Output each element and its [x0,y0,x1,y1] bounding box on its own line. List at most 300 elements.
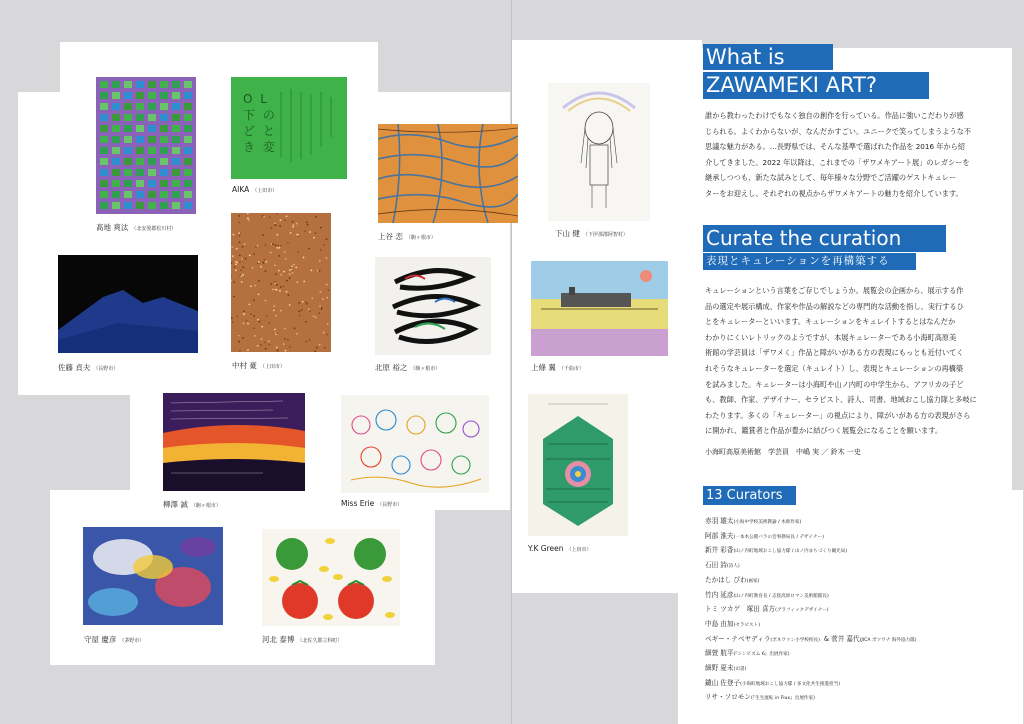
artist-name: 髙地 爽汰 [96,223,129,232]
texture-speck [326,238,328,240]
grid-cell [136,191,144,198]
artwork-hexagon-figure [528,394,628,536]
texture-speck [279,290,281,292]
grid-cell [136,202,144,209]
section2-title: Curate the curation [703,225,946,252]
grid-cell [160,147,168,154]
artwork-grid-pattern [96,77,196,214]
texture-speck [239,350,241,352]
texture-speck [239,274,241,276]
texture-speck [264,341,266,343]
texture-speck [309,339,311,341]
grid-cell [160,81,168,88]
texture-speck [252,267,254,269]
grid-cell [172,136,180,143]
texture-speck [283,271,285,273]
texture-speck [254,335,256,337]
tomatoes-image [262,529,400,626]
artist-location: （北佐久郡立科町） [297,638,343,644]
texture-speck [283,285,285,287]
curator-item: トミ ツカゲ 塚田 喜方(グラフィックデザイナー) [705,605,829,614]
texture-speck [277,350,279,352]
artist-name: 佐藤 貞夫 [58,363,91,372]
texture-speck [274,224,276,226]
artist-name: 河北 泰博 [262,635,295,644]
grid-cell [184,158,192,165]
grid-cell [100,191,108,198]
texture-speck [287,294,289,296]
texture-speck [290,232,292,234]
curator-item: ベギー・テベヤディラ(ボネワァン小学校校長) & 菅井 嘉代(JICA ボツワナ 海外協力隊) [705,634,917,643]
artwork-train-landscape [531,261,668,356]
artist-name: 中村 豪 [232,361,257,370]
texture-speck [263,262,265,264]
grid-cell [100,147,108,154]
artist-name: 上條 翼 [531,363,556,372]
texture-speck [247,217,249,219]
grid-cell [184,114,192,121]
body-line: 介してきました。2022 年以降は、これまでの「ザワメキアート展」のレガシーを [705,157,970,167]
texture-speck [241,258,243,260]
artist-name: Y.K Green [528,544,564,553]
texture-speck [322,298,324,300]
texture-speck [307,224,309,226]
grid-cell [112,158,120,165]
body-line: じられる。よくわからないが、なんだかすごい。ユニークで笑ってしまうような不 [705,126,971,136]
texture-speck [285,350,287,352]
body-line: も、教師、作家、デザイナー、セラピスト、詩人、司書、地域おこし協力隊と多岐に [705,395,977,405]
texture-speck [290,267,292,269]
texture-speck [305,321,307,323]
grid-cell [148,202,156,209]
grid-cell [136,136,144,143]
caption-artwork-13 [262,634,342,645]
grid-cell [160,180,168,187]
texture-speck [234,266,236,268]
curator-item: リサ・ソロモン(『生生流転 in Flux』出展作家) [705,693,815,702]
texture-speck [253,315,255,317]
texture-speck [244,243,246,245]
texture-speck [284,219,286,221]
artist-location: （茅野市） [119,638,145,644]
texture-speck [238,335,240,337]
texture-speck [233,281,235,283]
body-line: ターをお迎えし、それぞれの視点からザワメキアートの魅力を紹介しています。 [705,188,963,198]
texture-speck [289,277,291,279]
texture-speck [299,315,301,317]
texture-speck [284,251,286,253]
green-paper-scribbles [231,77,347,179]
texture-speck [274,281,276,283]
texture-speck [304,230,306,232]
texture-speck [319,306,321,308]
grid-cell [172,125,180,132]
grid-cell [184,81,192,88]
texture-speck [278,255,280,257]
grid-cell [112,202,120,209]
grid-cell [136,103,144,110]
texture-speck [263,216,265,218]
grid-cell [184,191,192,198]
grid-cell [100,136,108,143]
caption-artwork-4 [555,228,628,239]
texture-speck [324,347,326,349]
texture-speck [308,308,310,310]
grid-cell [172,114,180,121]
texture-speck [236,315,238,317]
body-line: を試みました。キュレーターは小海町や山ノ内町の中学生から、アフリカの子ど [705,379,964,389]
section1-title-line2: ZAWAMEKI ART? [703,72,929,99]
texture-speck [265,270,267,272]
grid-cell [184,103,192,110]
texture-speck [313,315,315,317]
right-panel-extra [512,40,702,60]
grid-cell [112,136,120,143]
artist-name: 柳澤 誠 [163,500,188,509]
texture-speck [318,312,320,314]
texture-speck [243,311,245,313]
grid-cell [148,191,156,198]
curator-item: 細野 夏未(司書) [705,664,747,673]
texture-speck [265,244,267,246]
caption-artwork-2 [232,185,277,194]
texture-speck [313,237,315,239]
artist-location: （上田市） [259,364,285,370]
artist-location: （上田市） [252,188,278,194]
artwork-orange-lines [378,124,518,223]
texture-speck [277,245,279,247]
texture-speck [321,308,323,310]
grid-cell [148,158,156,165]
body-line: とをキュレーターといいます。キュレーションをキュレイトするとはなんだか [705,317,956,327]
grid-cell [100,114,108,121]
texture-speck [258,280,260,282]
texture-speck [235,261,237,263]
grid-cell [124,180,132,187]
artwork-tomatoes [262,529,400,626]
texture-speck [293,264,295,266]
grid-cell [148,136,156,143]
grid-cell [100,202,108,209]
artwork-green-paper [231,77,347,179]
grid-cell [184,169,192,176]
texture-speck [265,300,267,302]
texture-speck [306,221,308,223]
caption-artwork-11 [528,544,591,553]
grid-cell [100,125,108,132]
texture-speck [269,217,271,219]
texture-speck [294,327,296,329]
curator-item: たかはし びわ(画家) [705,575,760,584]
texture-speck [279,225,281,227]
artist-location: （駒ヶ根市） [410,366,441,372]
texture-speck [292,272,294,274]
grid-cell [112,169,120,176]
artist-location: （駒ヶ根市） [405,235,436,241]
texture-speck [297,251,299,253]
texture-speck [272,289,274,291]
texture-speck [266,315,268,317]
texture-speck [293,224,295,226]
texture-speck [236,248,238,250]
texture-speck [298,236,300,238]
texture-speck [231,246,233,248]
artwork-sunset-text [163,393,305,491]
grid-cell [172,169,180,176]
grid-cell [112,125,120,132]
artist-name: 守屋 慶彦 [84,635,117,644]
grid-cell [172,92,180,99]
caption-artwork-8 [531,362,584,373]
texture-speck [233,296,235,298]
texture-speck [308,248,310,250]
texture-speck [247,323,249,325]
texture-speck [283,343,285,345]
artwork-girl-drawing [548,83,650,221]
texture-speck [250,313,252,315]
texture-speck [275,244,277,246]
texture-speck [264,259,266,261]
texture-speck [276,347,278,349]
grid-cell [184,202,192,209]
body-line: キュレーションという言葉をご存じでしょうか。展覧会の企画から、展示する作 [705,286,964,295]
body-line: 継承しつつも、新たな試みとして、毎年様々な分野でご活躍のゲストキュレー [705,173,957,183]
artist-name: AIKA [232,185,250,194]
artist-location: （北安曇郡松川村） [131,226,177,232]
artwork-brown-texture [231,213,331,352]
texture-speck [314,232,316,234]
grid-cell [124,191,132,198]
texture-speck [277,247,279,249]
orange-lines-image [378,124,518,223]
texture-speck [323,332,325,334]
texture-speck [240,269,242,271]
texture-speck [232,255,234,257]
texture-speck [247,349,249,351]
texture-speck [317,270,319,272]
texture-speck [296,281,298,283]
texture-speck [292,221,294,223]
texture-speck [246,320,248,322]
texture-speck [239,241,241,243]
texture-speck [306,341,308,343]
page-spine [511,0,512,724]
grid-cell [184,92,192,99]
curator-item: 鑓山 佐登子(小海町地域おこし協力隊 / 多文化共生推進担当) [705,678,841,687]
texture-speck [326,334,328,336]
body-line: わたります。多くの「キュレーター」の視点により、障がいがある方の表現がさら [705,410,971,420]
hexagon-figure-image [528,394,628,536]
grid-cell [112,147,120,154]
section2-body [705,283,1005,439]
texture-speck [312,298,314,300]
grid-cell [148,180,156,187]
grid-cell [124,169,132,176]
brown-texture-image [231,213,331,352]
section3-title: 13 Curators [703,486,796,505]
texture-speck [275,315,277,317]
texture-speck [301,309,303,311]
texture-speck [320,227,322,229]
texture-speck [289,273,291,275]
texture-speck [273,310,275,312]
section2-subtitle: 表現とキュレーションを再構築する [703,253,916,270]
grid-cell [112,103,120,110]
texture-speck [259,321,261,323]
texture-speck [244,313,246,315]
curator-item: 阿部 淮夫(一本木公園バラの会事務局長 / デザイナー) [705,531,824,540]
grid-cell [112,180,120,187]
texture-speck [287,339,289,341]
texture-speck [238,215,240,217]
texture-speck [248,219,250,221]
texture-speck [315,317,317,319]
grid-cell [124,136,132,143]
texture-speck [268,340,270,342]
texture-speck [280,245,282,247]
texture-speck [295,267,297,269]
grid-cell [160,114,168,121]
texture-speck [279,247,281,249]
caption-artwork-5 [58,362,118,373]
texture-speck [241,281,243,283]
texture-speck [320,291,322,293]
artist-location: （千曲市） [558,366,584,372]
texture-speck [262,234,264,236]
grid-cell [112,191,120,198]
texture-speck [306,303,308,305]
texture-speck [261,338,263,340]
texture-speck [289,304,291,306]
grid-cell [100,103,108,110]
grid-cell [184,180,192,187]
grid-cell [124,125,132,132]
texture-speck [257,319,259,321]
texture-speck [274,329,276,331]
texture-speck [239,235,241,237]
texture-speck [265,261,267,263]
texture-speck [270,252,272,254]
texture-speck [261,326,263,328]
texture-speck [258,261,260,263]
artist-location: （長野市） [377,502,403,508]
grid-cell [124,202,132,209]
caption-artwork-1 [96,222,176,233]
texture-speck [253,253,255,255]
texture-speck [273,305,275,307]
grid-cell [160,103,168,110]
texture-speck [274,289,276,291]
texture-speck [319,270,321,272]
green-paper-handwriting: O L 下 の ど と き 変 [243,92,277,154]
texture-speck [276,284,278,286]
grid-cell [148,103,156,110]
grid-cell [112,92,120,99]
grid-cell [148,92,156,99]
section1-title-line1: What is [703,44,833,70]
texture-speck [286,215,288,217]
texture-speck [276,234,278,236]
texture-speck [309,231,311,233]
curator-item: 赤羽 雄太(小海中学校美術教諭 / 木彫作家) [705,517,802,525]
texture-speck [284,338,286,340]
grid-cell [100,180,108,187]
grid-cell [124,103,132,110]
texture-speck [275,273,277,275]
texture-speck [239,261,241,263]
texture-speck [319,260,321,262]
body-line: 品の選定や展示構成、作家や作品の解説などの専門的な活動を指し、実行するひ [705,301,964,311]
texture-speck [242,337,244,339]
texture-speck [260,344,262,346]
curator-item: 竹内 延彦(山ノ内町教育長 / 志賀高原ロマン美術館館長) [705,590,829,599]
girl-drawing-image [548,83,650,221]
texture-speck [280,274,282,276]
grid-cell [100,169,108,176]
texture-speck [296,234,298,236]
texture-speck [320,249,322,251]
texture-speck [286,280,288,282]
grid-cell [160,136,168,143]
texture-speck [280,219,282,221]
caption-artwork-6 [232,360,285,371]
texture-speck [298,302,300,304]
texture-speck [265,348,267,350]
texture-speck [242,274,244,276]
texture-speck [262,215,264,217]
texture-speck [258,294,260,296]
texture-speck [327,323,329,325]
artwork-black-loops [375,257,491,355]
grid-cell [160,169,168,176]
texture-speck [249,254,251,256]
body-line: れそうなキュレーターを選定（キュレイト）し、表現とキュレーションの再構築 [705,363,964,373]
texture-speck [233,234,235,236]
texture-speck [260,266,262,268]
texture-speck [280,286,282,288]
artist-location: （駒ヶ根市） [190,503,221,509]
grid-cell [136,147,144,154]
curator-item: 中島 由加(セラピスト) [705,619,761,628]
texture-speck [284,328,286,330]
texture-speck [242,246,244,248]
texture-speck [253,328,255,330]
caption-artwork-10 [341,499,402,508]
texture-speck [289,269,291,271]
texture-speck [250,285,252,287]
texture-speck [296,333,298,335]
grid-cell [172,81,180,88]
artist-location: （下伊那郡阿智村） [582,232,628,238]
grid-cell [172,202,180,209]
grid-cell [148,81,156,88]
grid-cell [160,202,168,209]
texture-speck [285,258,287,260]
grid-cell [172,180,180,187]
curator-item: 新井 彩香(山ノ内町地域おこし協力隊 / 山ノ内まちづくり観光局) [705,546,848,555]
texture-speck [245,258,247,260]
grid-cell [136,125,144,132]
body-line: に開かれ、鑑賞者と作品が豊かに結びつく展覧会になることを願います。 [705,426,943,436]
grid-cell [136,114,144,121]
texture-speck [270,283,272,285]
texture-speck [296,223,298,225]
texture-speck [286,291,288,293]
caption-artwork-3 [378,231,436,242]
body-line: 術館の学芸員は「ザワメく」作品と障がいがある方の表現にもっとも近付いてく [705,348,964,358]
grid-cell [172,191,180,198]
texture-speck [303,281,305,283]
